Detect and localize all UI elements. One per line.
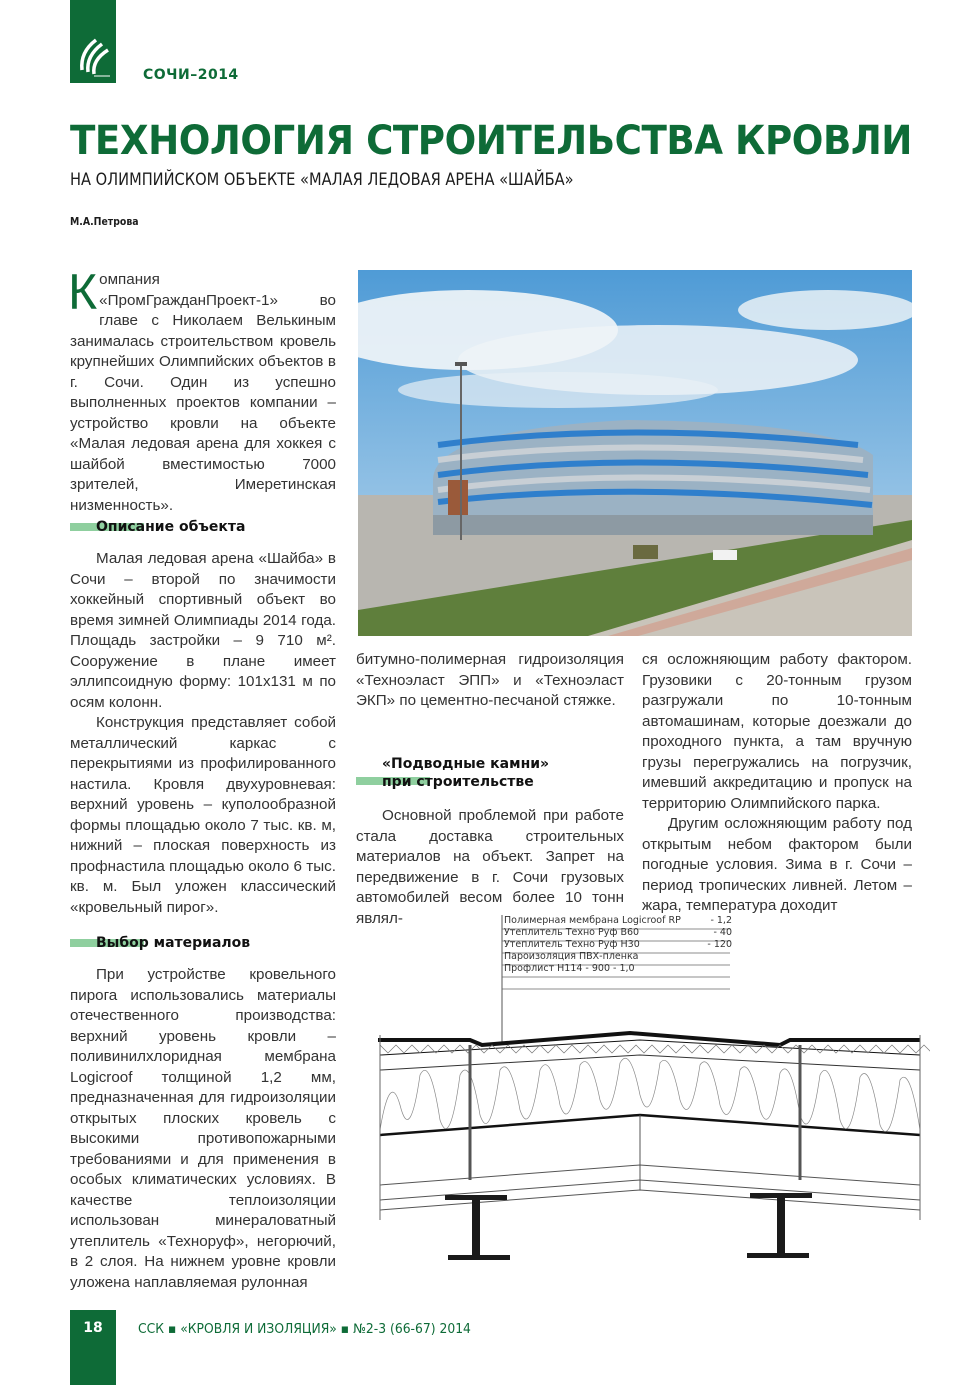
magazine-logo-icon [76,30,112,78]
legend-row: Утеплитель Техно Руф Н30 - 120 [504,939,732,950]
paragraph: битумно-полимерная гидроизоляция «Техноэласт ЭПП» и «Техноэласт ЭКП» по цементно-песчаной стяжке. [356,651,624,709]
materials-text-continued [356,650,624,712]
paragraph: Конструкция представляет собой металлический каркас с перекрытиями из профилированного настила. Кровля двухуровневая: верхний уровень – куполообразной формы площадью около 7 тыс. кв. м, нижний – плоская поверхность из профнастила площадью около 6 тыс. кв. м. Был уложен классический «кровельный пирог». [70,714,336,916]
paragraph: Основной проблемой при работе стала доставка строительных материалов на объект. Запрет на передвижение в г. Сочи грузовых автомобилей весом более 10 тонн являл- [356,807,624,927]
section-tag: СОЧИ–2014 [143,67,239,83]
paragraph: ся осложняющим работу фактором. Грузовики с 20-тонным грузом разгружали по 10-тонным автомашинам, которые доезжали до проходного пункта, а там вручную грузы перегружались на погрузчик, имевший аккредитацию и пропуск на территорию Олимпийского парка. [642,651,912,812]
roof-section-diagram [370,905,930,1265]
author: М.А.Петрова [70,215,139,228]
section-heading-description: Описание объекта [96,518,245,536]
arena-photo [358,270,912,636]
section-heading-pitfalls: «Подводные камни» при строительстве [382,755,549,791]
page-number: 18 [70,1310,116,1385]
diagram-legend [504,915,732,975]
legend-row: Профлист Н114 - 900 - 1,0 [504,963,635,974]
legend-row: Полимерная мембрана Logicroof RP - 1,2 [504,915,732,926]
legend-row: Утеплитель Техно Руф В60 - 40 [504,927,732,938]
intro-paragraph: Компания «ПромГражданПроект-1» во главе с Николаем Велькиным занималась строительством кровель крупнейших Олимпийских объектов в г. Сочи. Один из успешно выполненных проектов компании – устройство кровли на объекте «Малая ледовая арена для хоккея с шайбой вместимостью 7000 зрителей, Имеретинская низменность». [68,264,336,514]
arena-image [358,270,912,636]
paragraph: Малая ледовая арена «Шайба» в Сочи – второй по значимости хоккейный спортивный объект во время зимней Олимпиады 2014 года. Площадь застройки – 9 710 м². Сооружение в плане имеет эллипсоидную форму: 101х131 м по осям колонн. [70,550,336,711]
magazine-logo [70,0,116,83]
legend-row: Пароизоляция ПВХ-пленка [504,951,639,962]
section-heading-materials: Выбор материалов [96,934,250,952]
dropcap: К [68,264,98,320]
materials-text [70,965,336,1293]
page-title: ТЕХНОЛОГИЯ СТРОИТЕЛЬСТВА КРОВЛИ [70,118,912,164]
paragraph: При устройстве кровельного пирога использовались материалы отечественного производства: верхний уровень кровли – поливинилхлоридная мембрана Logicroof толщиной 1,2 мм, предназначенная для гидроизоляции открытых плоских кровель с высокими противопожарными требованиями и для применения в особых климатических условиях. В качестве теплоизоляции использован минераловатный утеплитель «Техноруф», негорючий, в 2 слоя. На нижнем уровне кровли уложена наплавляемая рулонная [70,966,336,1291]
description-text [70,549,336,918]
pitfalls-text-continued [642,650,912,917]
paragraph: Другим осложняющим работу под открытым небом фактором были погодные условия. Зима в г. Сочи – период тропических ливней. Летом – жара, температура доходит [642,815,912,914]
publication-footer: ССК ▪ «КРОВЛЯ И ИЗОЛЯЦИЯ» ▪ №2-3 (66-67) 2014 [138,1322,471,1337]
page-subtitle: НА ОЛИМПИЙСКОМ ОБЪЕКТЕ «МАЛАЯ ЛЕДОВАЯ АРЕНА «ШАЙБА» [70,170,574,190]
